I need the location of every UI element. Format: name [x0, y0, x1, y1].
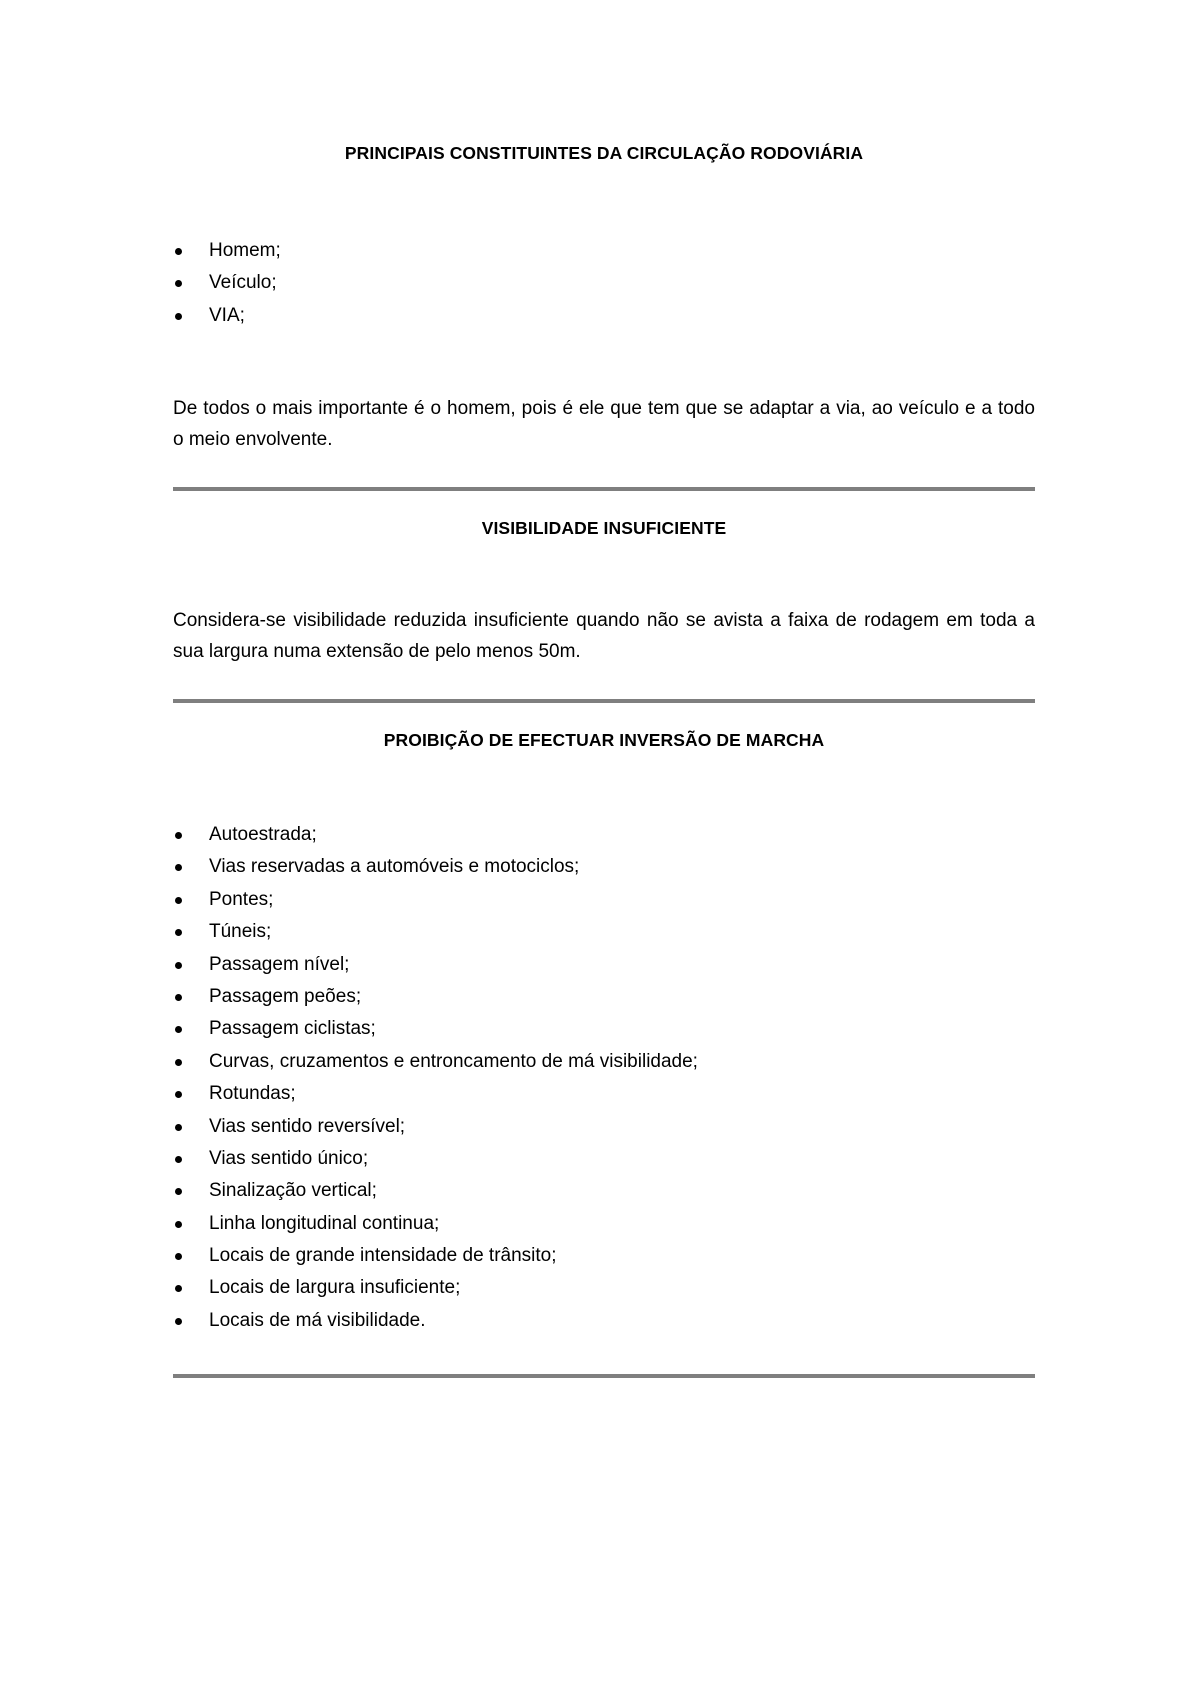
list-item	[173, 1240, 698, 1272]
list-item-text: Passagem nível;	[209, 953, 350, 975]
bullet-icon	[175, 313, 182, 320]
horizontal-divider	[173, 1374, 1035, 1378]
horizontal-divider	[173, 487, 1035, 491]
list-item	[173, 1046, 698, 1078]
list-item-text: Vias reservadas a automóveis e motociclos;	[209, 856, 580, 878]
list-item	[173, 916, 698, 948]
list-item	[173, 1143, 698, 1175]
paragraph-visibilidade: Considera-se visibilidade reduzida insuficiente quando não se avista a faixa de rodagem em toda a sua largura numa extensão de pelo menos 50m.	[173, 610, 1035, 662]
bullet-icon	[175, 1318, 182, 1325]
bullet-icon	[175, 1026, 182, 1033]
heading-principais-constituintes: PRINCIPAIS CONSTITUINTES DA CIRCULAÇÃO RODOVIÁRIA	[344, 143, 864, 163]
list-item	[173, 1013, 698, 1045]
list-item	[173, 851, 698, 883]
list-item	[173, 1305, 698, 1337]
list-item	[173, 819, 698, 851]
bullet-icon	[175, 1124, 182, 1131]
list-item	[173, 1111, 698, 1143]
list-item	[173, 949, 698, 981]
bullet-icon	[175, 929, 182, 936]
list-item-text: Passagem ciclistas;	[209, 1018, 376, 1040]
list-item-text: Vias sentido reversível;	[209, 1115, 406, 1137]
list-item	[173, 1175, 698, 1207]
horizontal-divider	[173, 699, 1035, 703]
list-item-text: Veículo;	[209, 272, 277, 294]
list-item-text: Homem;	[209, 240, 281, 261]
list-item-text: Pontes;	[209, 888, 274, 910]
list-item-text: Vias sentido único;	[209, 1147, 369, 1169]
list-item-text: Locais de má visibilidade.	[209, 1309, 426, 1331]
list-item	[173, 267, 281, 299]
bullet-icon	[175, 994, 182, 1001]
bullet-icon	[175, 897, 182, 904]
list-item-text: Sinalização vertical;	[209, 1180, 377, 1202]
list-item	[173, 300, 281, 332]
bullet-icon	[175, 1059, 182, 1066]
list-item-text: Autoestrada;	[209, 824, 317, 845]
bullet-icon	[175, 1285, 182, 1292]
list-item	[173, 1208, 698, 1240]
list-item-text: Locais de largura insuficiente;	[209, 1277, 461, 1299]
bullet-icon	[175, 280, 182, 287]
heading-visibilidade-insuficiente: VISIBILIDADE INSUFICIENTE	[481, 518, 727, 538]
bullet-icon	[175, 1188, 182, 1195]
paragraph-homem: De todos o mais importante é o homem, pois é ele que tem que se adaptar a via, ao veículo e a todo o meio envolvente.	[173, 398, 1035, 450]
proibicao-list	[173, 819, 698, 1337]
bullet-icon	[175, 864, 182, 871]
heading-proibicao-inversao: PROIBIÇÃO DE EFECTUAR INVERSÃO DE MARCHA	[383, 730, 825, 750]
list-item-text: Curvas, cruzamentos e entroncamento de má visibilidade;	[209, 1050, 698, 1072]
list-item	[173, 1272, 698, 1304]
list-item-text: Linha longitudinal continua;	[209, 1212, 440, 1234]
bullet-icon	[175, 1091, 182, 1098]
bullet-icon	[175, 832, 182, 839]
list-item-text: Rotundas;	[209, 1083, 296, 1105]
constituintes-list	[173, 235, 281, 332]
list-item	[173, 1078, 698, 1110]
list-item	[173, 235, 281, 267]
list-item	[173, 981, 698, 1013]
bullet-icon	[175, 962, 182, 969]
list-item-text: Passagem peões;	[209, 985, 362, 1007]
bullet-icon	[175, 1221, 182, 1228]
bullet-icon	[175, 1253, 182, 1260]
list-item-text: VIA;	[209, 304, 245, 326]
list-item-text: Locais de grande intensidade de trânsito;	[209, 1245, 557, 1267]
list-item-text: Túneis;	[209, 921, 272, 943]
bullet-icon	[175, 248, 182, 255]
bullet-icon	[175, 1156, 182, 1163]
list-item	[173, 884, 698, 916]
